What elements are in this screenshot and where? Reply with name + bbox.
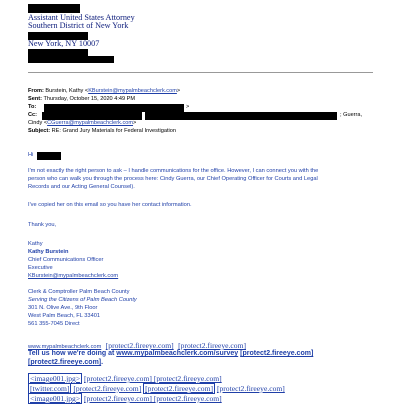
from-close: >	[176, 88, 181, 94]
cc-line-2	[28, 120, 136, 127]
image001b-text: <image001.jpg>	[30, 394, 81, 403]
survey-protect[interactable]: [protect2.fireeye.com]	[240, 350, 314, 357]
redaction-cc-2	[145, 112, 337, 120]
site-protect-b[interactable]	[178, 341, 246, 350]
signature-tagline-text: Serving the Citizens of Palm Beach County	[28, 297, 137, 303]
cc-close: >	[133, 120, 137, 126]
image001-protect[interactable]: [protect2.fireeye.com] [protect2.fireeye.com]	[84, 374, 222, 383]
to-close: >	[186, 104, 190, 110]
cc-label: Cc:	[28, 112, 38, 118]
letterhead-city: New York, NY 10007	[28, 39, 100, 48]
from-line	[28, 88, 180, 95]
cc-email-link[interactable]: CGuerra@mypalmbeachclerk.com	[47, 120, 134, 126]
to-line	[28, 104, 36, 111]
para1-line2: person who can walk you through the process here: Cindy Guerra, our Chief Operating Officer for Courts and Legal	[28, 176, 318, 182]
survey-line-2	[28, 359, 103, 366]
from-email-link[interactable]: KBurstein@mypalmbeachclerk.com	[88, 88, 177, 94]
sent-line	[28, 96, 135, 103]
signature-addr2: West Palm Beach, FL 33401	[28, 313, 101, 319]
signature-tagline	[28, 297, 137, 304]
para1-line3: Records and our Acting General Counsel).	[28, 184, 135, 190]
cc-tail: ; Guerra,	[340, 112, 363, 118]
closing: Thank you,	[28, 222, 57, 228]
redaction-phone	[28, 49, 88, 56]
survey-line	[28, 350, 313, 357]
twitter-text: [twitter.com]	[30, 384, 70, 393]
sent-value: Thursday, October 15, 2020 4:49 PM	[43, 96, 136, 102]
image-line-3	[28, 394, 222, 403]
site-link[interactable]: www.mypalmbeachclerk.com	[28, 344, 102, 350]
signature-org: Clerk & Comptroller Palm Beach County	[28, 289, 130, 295]
image-line-1	[28, 374, 222, 383]
survey-text: Tell us how we're doing at	[28, 350, 117, 357]
subject-value: RE: Grand Jury Materials for Federal Investigation	[51, 128, 176, 134]
signature-title1: Chief Communications Officer	[28, 257, 104, 263]
greeting: Hi	[28, 152, 34, 158]
letterhead-title: Assistant United States Attorney	[28, 13, 135, 22]
redaction-cc-1	[42, 112, 142, 120]
para1-line1: I'm not exactly the right person to ask – I handle communications for the office. However, I can connect you with the	[28, 168, 319, 174]
redaction-to	[44, 104, 184, 112]
survey-end: .	[101, 359, 104, 366]
twitter-protect-c[interactable]: [protect2.fireeye.com]	[216, 384, 285, 393]
subject-line	[28, 128, 176, 135]
cc-line	[28, 112, 37, 119]
twitter-protect-b-text: [protect2.fireeye.com]	[145, 384, 214, 393]
from-value: Burstein, Kathy <	[45, 88, 89, 94]
image001b-link[interactable]	[28, 393, 82, 404]
sent-label: Sent:	[28, 96, 42, 102]
to-label: To:	[28, 104, 37, 110]
survey-protect-2[interactable]: [protect2.fireeye.com]	[28, 359, 102, 366]
redaction-name	[28, 4, 80, 13]
image001b-protect[interactable]: [protect2.fireeye.com] [protect2.fireeye.com]	[84, 394, 222, 403]
signature-name-text: Kathy Burstein	[28, 249, 69, 255]
signature-email-link[interactable]: KBurstein@mypalmbeachclerk.com	[28, 273, 119, 279]
twitter-protect-a[interactable]: [protect2.fireeye.com]	[73, 384, 142, 393]
nickname: Kathy	[28, 241, 43, 247]
from-label: From:	[28, 88, 44, 94]
signature-phone: 561 355-7045 Direct	[28, 321, 80, 327]
site-protect-b-text: [protect2.fireeye.com]	[178, 341, 247, 350]
subject-label: Subject:	[28, 128, 51, 134]
twitter-protect-box[interactable]	[143, 383, 215, 394]
redaction-email	[28, 56, 114, 63]
image-line-2	[28, 384, 285, 393]
divider	[28, 72, 373, 73]
redaction-greeting-name	[37, 152, 61, 160]
signature-title2: Executive	[28, 265, 53, 271]
signature-addr1: 301 N. Olive Ave., 9th Floor	[28, 305, 98, 311]
site-protect-a-text: [protect2.fireeye.com]	[105, 341, 174, 350]
site-protect-a[interactable]	[106, 341, 174, 350]
image001-text: <image001.jpg>	[30, 374, 81, 383]
survey-link[interactable]: www.mypalmbeachclerk.com/survey	[116, 350, 239, 357]
letterhead-office: Southern District of New York	[28, 21, 129, 30]
para2: I've copied her on this email so you have her contact information.	[28, 202, 192, 208]
cc-name: Cindy <	[28, 120, 48, 126]
signature-name	[28, 249, 68, 256]
